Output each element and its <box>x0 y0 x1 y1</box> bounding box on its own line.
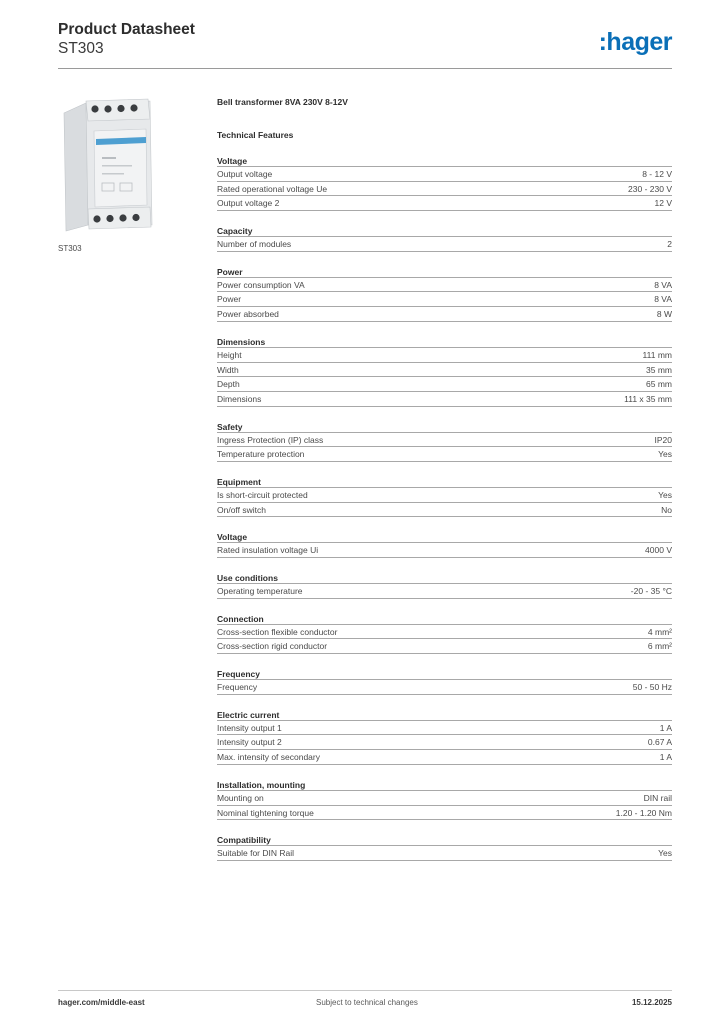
spec-value: 2 <box>667 239 672 250</box>
technical-features-title: Technical Features <box>217 130 294 140</box>
spec-row <box>217 292 672 307</box>
spec-value: 65 mm <box>646 379 672 390</box>
spec-section <box>217 336 672 407</box>
footer-website: hager.com/middle-east <box>58 998 145 1007</box>
spec-label: Output voltage <box>217 169 273 179</box>
spec-label: Depth <box>217 379 240 390</box>
spec-label: Nominal tightening torque <box>217 807 314 818</box>
spec-row <box>217 307 672 322</box>
section-heading: Use conditions <box>217 572 672 584</box>
section-heading: Capacity <box>217 225 672 237</box>
spec-row <box>217 167 672 182</box>
section-heading: Frequency <box>217 668 672 680</box>
spec-row <box>217 721 672 736</box>
spec-value: 1 A <box>659 722 672 733</box>
image-caption: ST303 <box>58 244 82 253</box>
spec-value: 111 x 35 mm <box>624 393 672 404</box>
spec-section <box>217 531 672 558</box>
spec-value: 8 VA <box>654 294 672 305</box>
spec-sections <box>217 155 672 861</box>
spec-label: Intensity output 2 <box>217 737 282 748</box>
spec-section <box>217 779 672 820</box>
document-subtitle: ST303 <box>58 40 104 57</box>
spec-label: Power consumption VA <box>217 279 305 290</box>
spec-row <box>217 278 672 293</box>
spec-value: 6 mm² <box>647 641 672 652</box>
document-title: Product Datasheet <box>58 21 195 38</box>
spec-value: 230 - 230 V <box>628 183 672 194</box>
spec-label: Power <box>217 294 242 305</box>
spec-value: -20 - 35 °C <box>630 586 672 596</box>
spec-row <box>217 791 672 806</box>
spec-label: Frequency <box>217 682 258 693</box>
spec-section <box>217 155 672 211</box>
spec-label: Max. intensity of secondary <box>217 752 320 763</box>
spec-label: Is short-circuit protected <box>217 489 308 500</box>
spec-value: Yes <box>658 489 672 500</box>
spec-label: Intensity output 1 <box>217 722 282 733</box>
spec-row <box>217 433 672 448</box>
spec-label: Operating temperature <box>217 586 303 596</box>
spec-section <box>217 834 672 861</box>
spec-label: Suitable for DIN Rail <box>217 848 295 859</box>
spec-row <box>217 488 672 503</box>
spec-label: Cross-section flexible conductor <box>217 626 338 637</box>
spec-value: 35 mm <box>646 364 672 375</box>
spec-row <box>217 639 672 654</box>
section-heading: Connection <box>217 613 672 625</box>
spec-value: No <box>661 504 672 515</box>
spec-label: Rated insulation voltage Ui <box>217 545 319 556</box>
spec-label: Dimensions <box>217 393 262 404</box>
spec-section <box>217 709 672 765</box>
spec-section <box>217 266 672 322</box>
spec-row <box>217 377 672 392</box>
spec-row <box>217 447 672 462</box>
section-heading: Electric current <box>217 709 672 721</box>
spec-value: 50 - 50 Hz <box>632 682 672 693</box>
spec-section <box>217 225 672 252</box>
spec-row <box>217 584 672 599</box>
product-name: Bell transformer 8VA 230V 8-12V <box>217 97 348 107</box>
spec-row <box>217 750 672 765</box>
spec-row <box>217 735 672 750</box>
spec-section <box>217 613 672 654</box>
spec-value: 4000 V <box>645 545 672 556</box>
product-image <box>58 97 160 235</box>
section-heading: Compatibility <box>217 834 672 846</box>
spec-section <box>217 668 672 695</box>
section-heading: Safety <box>217 421 672 433</box>
spec-value: 1.20 - 1.20 Nm <box>615 807 672 818</box>
spec-row <box>217 348 672 363</box>
spec-label: Height <box>217 349 242 360</box>
footer-note: Subject to technical changes <box>316 998 418 1007</box>
spec-row <box>217 543 672 558</box>
spec-label: Power absorbed <box>217 309 279 320</box>
spec-value: 8 W <box>656 309 672 320</box>
spec-value: IP20 <box>654 434 672 445</box>
spec-row <box>217 196 672 211</box>
spec-row <box>217 392 672 407</box>
page-header <box>58 20 672 68</box>
spec-row <box>217 680 672 695</box>
spec-value: Yes <box>658 449 672 460</box>
spec-row <box>217 237 672 252</box>
spec-section <box>217 476 672 517</box>
hager-logo: :hager <box>598 28 672 56</box>
spec-label: Cross-section rigid conductor <box>217 641 328 652</box>
spec-label: Rated operational voltage Ue <box>217 183 328 194</box>
spec-value: 8 - 12 V <box>642 169 672 179</box>
header-divider <box>58 68 672 69</box>
spec-row <box>217 846 672 861</box>
spec-label: On/off switch <box>217 504 266 515</box>
footer-divider <box>58 990 672 991</box>
spec-value: Yes <box>658 848 672 859</box>
spec-value: 4 mm² <box>647 626 672 637</box>
section-heading: Dimensions <box>217 336 672 348</box>
section-heading: Power <box>217 266 672 278</box>
section-heading: Installation, mounting <box>217 779 672 791</box>
spec-label: Ingress Protection (IP) class <box>217 434 324 445</box>
spec-value: 8 VA <box>654 279 672 290</box>
section-heading: Equipment <box>217 476 672 488</box>
section-heading: Voltage <box>217 155 672 167</box>
spec-label: Mounting on <box>217 792 264 803</box>
spec-label: Number of modules <box>217 239 292 250</box>
spec-section <box>217 572 672 599</box>
spec-section <box>217 421 672 462</box>
spec-label: Temperature protection <box>217 449 305 460</box>
section-heading: Voltage <box>217 531 672 543</box>
footer-date: 15.12.2025 <box>631 998 672 1007</box>
spec-row <box>217 806 672 821</box>
spec-row <box>217 625 672 640</box>
spec-row <box>217 503 672 518</box>
spec-value: 1 A <box>659 752 672 763</box>
spec-value: 111 mm <box>642 349 672 360</box>
spec-value: DIN rail <box>643 792 672 803</box>
spec-content <box>217 96 672 861</box>
spec-label: Width <box>217 364 239 375</box>
spec-row <box>217 182 672 197</box>
spec-label: Output voltage 2 <box>217 198 280 209</box>
spec-value: 0.67 A <box>647 737 672 748</box>
spec-row <box>217 363 672 378</box>
spec-value: 12 V <box>654 198 672 209</box>
